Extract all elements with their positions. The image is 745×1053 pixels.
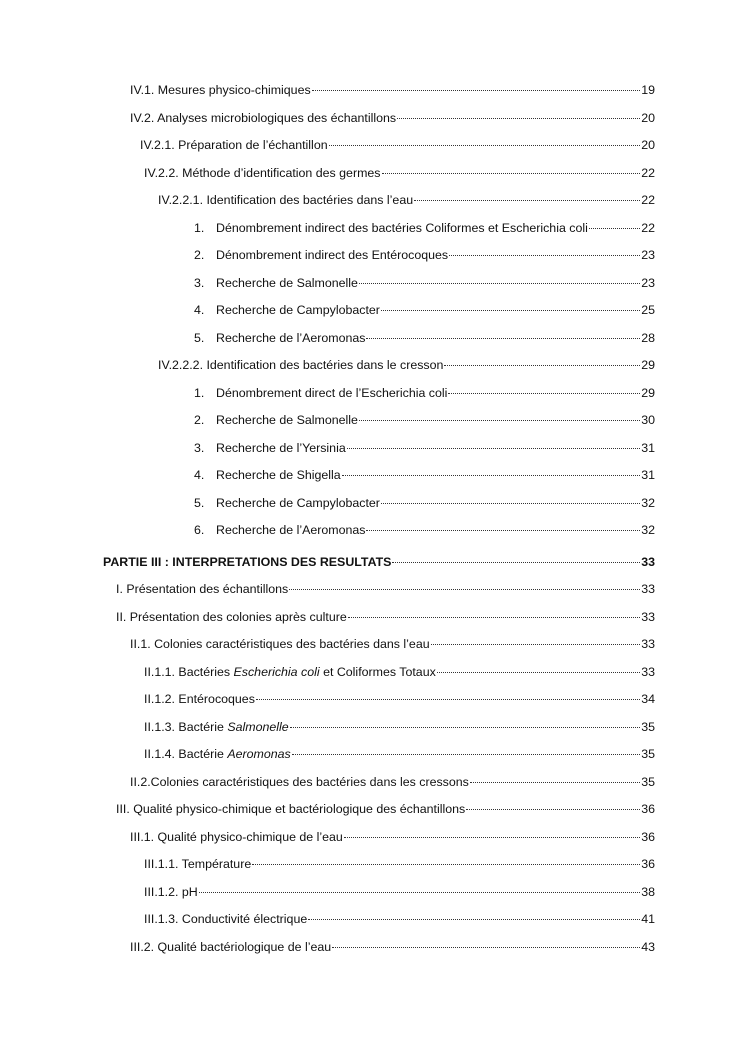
- toc-entry-page: 41: [641, 912, 655, 926]
- toc-entry[interactable]: [0, 132, 745, 160]
- toc-entry-number: 5.: [194, 495, 205, 510]
- dot-leader: [431, 634, 641, 645]
- toc-entry[interactable]: [0, 604, 745, 632]
- toc-entry[interactable]: [0, 462, 745, 490]
- toc-entry[interactable]: [0, 325, 745, 353]
- toc-entry-number: 2.: [194, 413, 205, 427]
- dot-leader: [332, 937, 640, 948]
- dot-leader: [448, 383, 640, 394]
- toc-entry[interactable]: [0, 187, 745, 215]
- toc-entry-title: Recherche de Shigella: [216, 468, 341, 482]
- toc-entry[interactable]: [0, 242, 745, 270]
- toc-entry-title: Recherche de Campylobacter: [216, 495, 380, 510]
- toc-entry-number: 2.: [194, 248, 205, 262]
- dot-leader: [312, 80, 641, 91]
- title-italic-part: Aeromonas: [227, 747, 291, 761]
- toc-entry-title: II.1.2. Entérocoques: [144, 692, 255, 706]
- dot-leader: [366, 328, 640, 339]
- toc-entry-page: 31: [641, 440, 655, 455]
- dot-leader: [308, 909, 640, 920]
- toc-entry-page: 29: [641, 358, 655, 372]
- dot-leader: [437, 662, 640, 673]
- toc-entry-page: 35: [641, 774, 655, 789]
- toc-entry-page: 36: [641, 802, 655, 816]
- title-italic-part: Salmonelle: [227, 719, 289, 734]
- dot-leader: [366, 520, 640, 531]
- toc-entry-title: III.2. Qualité bactériologique de l’eau: [130, 939, 332, 954]
- toc-entry-page: 34: [641, 692, 655, 706]
- toc-entry-title: IV.2.1. Préparation de l’échantillon: [140, 138, 328, 152]
- dot-leader: [449, 245, 640, 256]
- dot-leader: [589, 218, 640, 229]
- dot-leader: [397, 108, 640, 119]
- toc-entry[interactable]: [0, 105, 745, 133]
- title-italic-part: Escherichia coli: [233, 664, 320, 679]
- toc-entry-page: 35: [641, 747, 655, 761]
- dot-leader: [381, 493, 640, 504]
- dot-leader: [348, 607, 640, 618]
- dot-leader: [342, 465, 641, 476]
- toc-entry-page: 35: [641, 719, 655, 734]
- toc-entry-title: [144, 714, 289, 742]
- toc-entry[interactable]: [0, 879, 745, 907]
- toc-entry[interactable]: [0, 297, 745, 325]
- toc-entry[interactable]: [0, 270, 745, 298]
- dot-leader: [466, 799, 640, 810]
- title-part: II.1.1. Bactéries: [144, 664, 234, 679]
- toc-entry[interactable]: [0, 659, 745, 687]
- dot-leader: [199, 882, 640, 893]
- toc-entry-page: 20: [641, 110, 655, 125]
- toc-entry-title: [144, 659, 436, 687]
- toc-entry[interactable]: [0, 435, 745, 463]
- dot-leader: [289, 579, 640, 590]
- toc-entry-number: 3.: [194, 440, 205, 455]
- toc-entry-title: Recherche de Campylobacter: [216, 303, 380, 317]
- toc-entry-title: II.1. Colonies caractéristiques des bactéries dans l’eau: [130, 637, 430, 651]
- toc-entry-title: PARTIE III : INTERPRETATIONS DES RESULTATS: [103, 554, 392, 569]
- dot-leader: [329, 135, 641, 146]
- toc-entry-title: Recherche de l’Aeromonas: [216, 330, 366, 345]
- toc-entry-page: 22: [641, 165, 655, 180]
- toc-entry-page: 22: [641, 193, 655, 207]
- dot-leader: [359, 410, 640, 421]
- dot-leader: [344, 827, 640, 838]
- toc-entry-title: Recherche de l’Yersinia: [216, 440, 346, 455]
- title-part: et Coliformes Totaux: [319, 664, 436, 679]
- toc-entry-title: III.1.3. Conductivité électrique: [144, 912, 308, 926]
- toc-entry-title: III.1.2. pH: [144, 884, 198, 899]
- toc-entry-page: 32: [641, 495, 655, 510]
- dot-leader: [392, 552, 640, 563]
- toc-entry[interactable]: [0, 631, 745, 659]
- toc-entry-page: 33: [641, 582, 655, 596]
- toc-entry-title: IV.1. Mesures physico-chimiques: [130, 83, 311, 97]
- toc-entry[interactable]: [0, 769, 745, 797]
- toc-entry[interactable]: [0, 934, 745, 962]
- toc-entry-title: Dénombrement direct de l’Escherichia coli: [216, 385, 448, 400]
- toc-entry[interactable]: [0, 796, 745, 824]
- toc-entry-number: 1.: [194, 385, 205, 400]
- dot-leader: [292, 744, 640, 755]
- toc-entry[interactable]: [0, 160, 745, 188]
- toc-entry-page: 38: [641, 884, 655, 899]
- toc-entry[interactable]: [0, 380, 745, 408]
- toc-entry-number: 4.: [194, 303, 205, 317]
- toc-entry[interactable]: [0, 215, 745, 243]
- dot-leader: [256, 689, 640, 700]
- table-of-contents: [0, 77, 745, 961]
- toc-entry-number: 3.: [194, 275, 205, 290]
- toc-entry-title: Recherche de Salmonelle: [216, 275, 358, 290]
- toc-entry-page: 36: [641, 857, 655, 871]
- toc-entry-title: Recherche de l’Aeromonas: [216, 523, 366, 537]
- toc-entry-title: [144, 741, 291, 769]
- toc-entry-number: 1.: [194, 220, 205, 235]
- toc-entry[interactable]: [0, 906, 745, 934]
- toc-entry[interactable]: [0, 352, 745, 380]
- toc-entry-page: 33: [641, 664, 655, 679]
- toc-entry-page: 43: [641, 939, 655, 954]
- toc-entry[interactable]: [0, 490, 745, 518]
- dot-leader: [290, 717, 641, 728]
- toc-entry-page: 33: [641, 554, 655, 569]
- toc-entry-title: IV.2.2.1. Identification des bactéries dans l’eau: [158, 193, 414, 207]
- toc-entry-page: 28: [641, 330, 655, 345]
- dot-leader: [382, 163, 641, 174]
- toc-entry-title: III.1.1. Température: [144, 857, 252, 871]
- toc-entry[interactable]: [0, 714, 745, 742]
- toc-entry-page: 20: [641, 138, 655, 152]
- toc-entry-page: 22: [641, 220, 655, 235]
- toc-entry[interactable]: [0, 77, 745, 105]
- toc-entry-title: II. Présentation des colonies après culture: [116, 609, 347, 624]
- toc-entry[interactable]: [0, 741, 745, 769]
- toc-entry-page: 36: [641, 829, 655, 844]
- toc-entry-number: 5.: [194, 330, 205, 345]
- toc-entry-title: Dénombrement indirect des Entérocoques: [216, 248, 449, 262]
- dot-leader: [381, 300, 640, 311]
- toc-entry-page: 33: [641, 609, 655, 624]
- toc-entry-page: 30: [641, 413, 655, 427]
- toc-entry[interactable]: [0, 407, 745, 435]
- dot-leader: [347, 438, 640, 449]
- toc-entry[interactable]: [0, 824, 745, 852]
- toc-entry[interactable]: [0, 851, 745, 879]
- toc-part-heading[interactable]: [0, 549, 745, 577]
- toc-entry-title: III. Qualité physico-chimique et bactériologique des échantillons: [116, 802, 466, 816]
- toc-entry-title: Recherche de Salmonelle: [216, 413, 358, 427]
- toc-entry[interactable]: [0, 576, 745, 604]
- dot-leader: [359, 273, 640, 284]
- toc-entry-page: 19: [641, 83, 655, 97]
- title-part: II.1.3. Bactérie: [144, 719, 228, 734]
- toc-entry-page: 29: [641, 385, 655, 400]
- toc-entry[interactable]: [0, 517, 745, 545]
- toc-entry-title: Dénombrement indirect des bactéries Coliformes et Escherichia coli: [216, 220, 588, 235]
- toc-entry-title: IV.2. Analyses microbiologiques des échantillons: [130, 110, 397, 125]
- dot-leader: [444, 355, 640, 366]
- toc-entry-title: IV.2.2.2. Identification des bactéries dans le cresson: [158, 358, 444, 372]
- dot-leader: [252, 854, 640, 865]
- toc-entry-page: 23: [641, 248, 655, 262]
- toc-entry-title: IV.2.2. Méthode d’identification des germes: [144, 165, 381, 180]
- toc-entry[interactable]: [0, 686, 745, 714]
- toc-entry-page: 33: [641, 637, 655, 651]
- toc-entry-page: 23: [641, 275, 655, 290]
- toc-entry-title: I. Présentation des échantillons: [116, 582, 289, 596]
- dot-leader: [470, 772, 640, 783]
- dot-leader: [414, 190, 640, 201]
- toc-entry-title: II.2.Colonies caractéristiques des bactéries dans les cressons: [130, 774, 469, 789]
- toc-entry-number: 4.: [194, 468, 205, 482]
- toc-entry-title: III.1. Qualité physico-chimique de l’eau: [130, 829, 343, 844]
- toc-entry-number: 6.: [194, 523, 205, 537]
- toc-entry-page: 32: [641, 523, 655, 537]
- toc-entry-page: 31: [641, 468, 655, 482]
- title-part: II.1.4. Bactérie: [144, 747, 228, 761]
- toc-entry-page: 25: [641, 303, 655, 317]
